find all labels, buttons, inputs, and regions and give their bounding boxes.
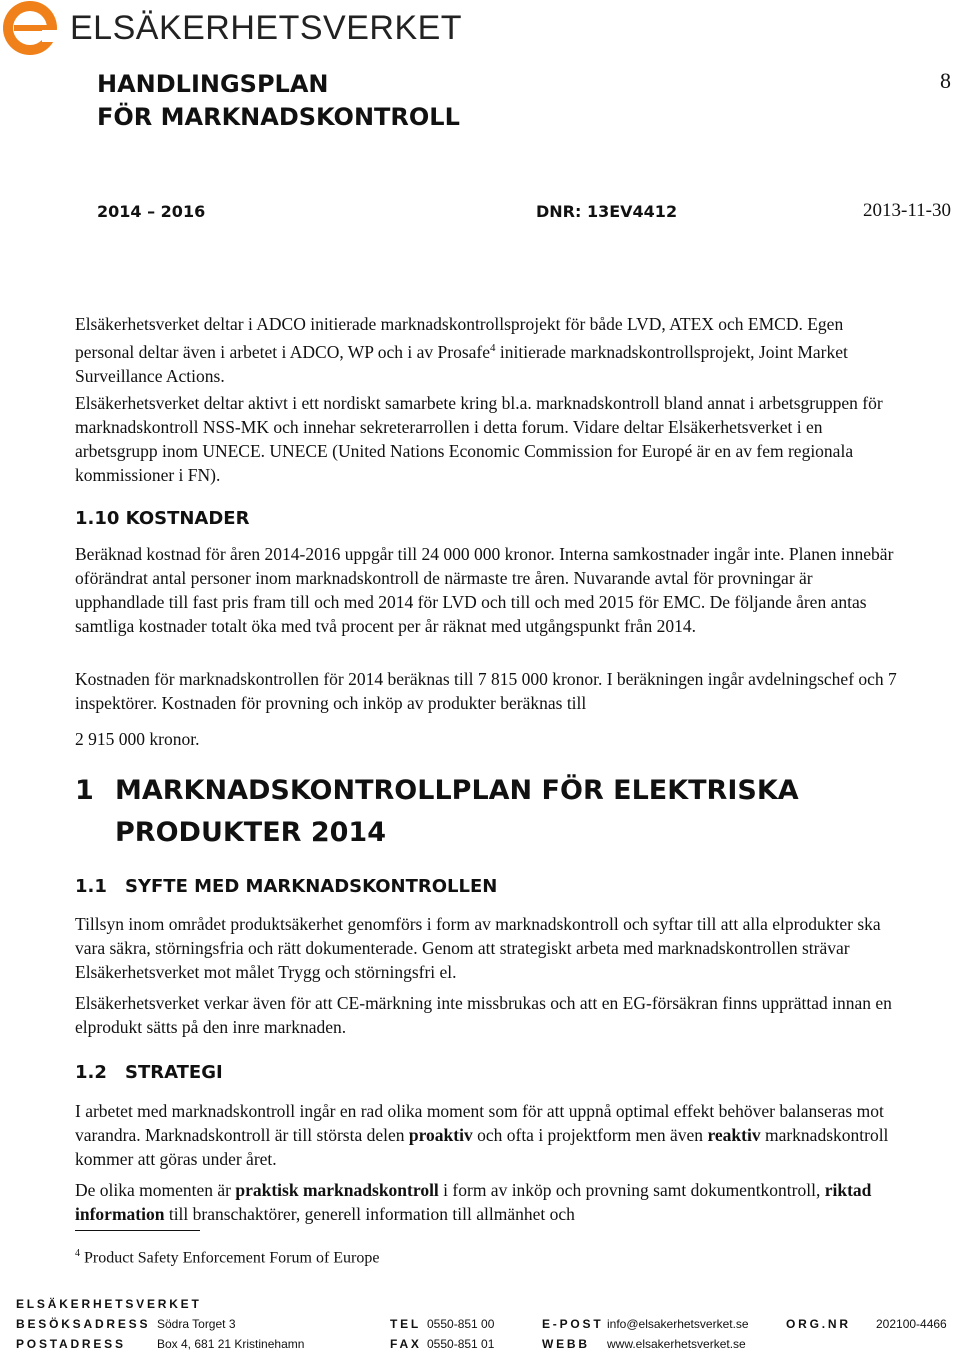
footnote-ref: 4 bbox=[490, 342, 496, 354]
footer-post-label: POSTADRESS bbox=[16, 1337, 126, 1351]
paragraph-costs: Beräknad kostnad för åren 2014-2016 uppgår till 24 000 000 kronor. Interna samkostnader ingår inte. Planen innebär oförändrat antal personer inom marknadskontroll de närmaste tre åren. Nuvarande avtal för provningar är upphandlade till fast pris fram till och med 2014 för LVD och till och med 2015 för EMC. De följande åren antas samtliga kostnader totalt öka med två procent per år räknat med utgångspunkt från 2014. bbox=[75, 544, 894, 636]
footnote-separator bbox=[75, 1230, 200, 1231]
chapter-heading bbox=[75, 770, 905, 854]
brand-name: ELSÄKERHETSVERKET bbox=[70, 8, 463, 47]
paragraph-cost-2014: Kostnaden för marknadskontrollen för 2014 beräknas till 7 815 000 kronor. I beräkningen ingår avdelningschef och 7 inspektörer. Kostnaden för provning och inköp av produkter beräknas till bbox=[75, 669, 897, 713]
footer-visit-value: Södra Torget 3 bbox=[157, 1317, 236, 1331]
heading-syfte-title: SYFTE MED MARKNADSKONTROLLEN bbox=[125, 876, 498, 897]
footer-web-value[interactable]: www.elsakerhetsverket.se bbox=[607, 1337, 746, 1351]
moments-text-c: i form av inköp och provning samt dokumentkontroll, bbox=[438, 1180, 825, 1200]
moments-text-e: till branschaktörer, generell information till allmänhet och bbox=[164, 1204, 575, 1224]
chapter-title-line2: PRODUKTER 2014 bbox=[115, 817, 386, 848]
footer-orgnr-value: 202100-4466 bbox=[876, 1317, 947, 1331]
document-dnr: DNR: 13EV4412 bbox=[536, 202, 678, 221]
strategy-text-a: I arbetet med marknadskontroll ingår en rad olika moment som för att uppnå optimal effekt behöver balanseras mot varandra. Marknadskontroll är till största delen bbox=[75, 1101, 884, 1145]
footnote-text: Product Safety Enforcement Forum of Europe bbox=[80, 1249, 380, 1267]
logo-e-icon bbox=[2, 0, 58, 56]
document-title-line1: HANDLINGSPLAN bbox=[97, 70, 329, 98]
footer-fax-label: FAX bbox=[390, 1337, 422, 1351]
footer-visit-label: BESÖKSADRESS bbox=[16, 1317, 151, 1331]
footer-tel-label: TEL bbox=[390, 1317, 422, 1331]
footer-fax-value: 0550-851 01 bbox=[427, 1337, 495, 1351]
paragraph-moments bbox=[75, 1178, 905, 1226]
footer-tel-value: 0550-851 00 bbox=[427, 1317, 495, 1331]
document-date: 2013-11-30 bbox=[863, 200, 951, 221]
footer-email-label: E-POST bbox=[542, 1317, 604, 1331]
heading-syfte bbox=[75, 876, 905, 897]
footnote bbox=[75, 1248, 379, 1267]
heading-strategi bbox=[75, 1062, 905, 1083]
heading-strategi-number: 1.2 bbox=[75, 1062, 107, 1083]
paragraph-strategy bbox=[75, 1099, 905, 1171]
paragraph-adco-tail: initierade marknadskontrollsprojekt, Joint Market Surveillance Actions. bbox=[75, 341, 848, 386]
plan-years: 2014 – 2016 bbox=[97, 202, 206, 221]
footer-email-value[interactable]: info@elsakerhetsverket.se bbox=[607, 1317, 749, 1331]
strategy-text-c: och ofta i projektform men även bbox=[472, 1125, 708, 1145]
footer-org bbox=[16, 1297, 202, 1311]
chapter-title-line1: MARKNADSKONTROLLPLAN FÖR ELEKTRISKA bbox=[115, 775, 799, 806]
document-title bbox=[97, 68, 460, 134]
footer-orgnr-label: ORG.NR bbox=[786, 1317, 851, 1331]
strategy-text-e: marknadskontroll kommer att göras under året. bbox=[75, 1125, 889, 1169]
heading-strategi-title: STRATEGI bbox=[125, 1062, 223, 1083]
page-number: 8 bbox=[940, 68, 951, 93]
heading-kostnader: 1.10 KOSTNADER bbox=[75, 508, 250, 529]
paragraph-ce-marking: Elsäkerhetsverket verkar även för att CE-märkning inte missbrukas och att en EG-försäkran finns upprättad innan en elprodukt sätts på den inre marknaden. bbox=[75, 993, 892, 1037]
footer-web-label: WEBB bbox=[542, 1337, 590, 1351]
moments-term-praktisk: praktisk marknadskontroll bbox=[235, 1180, 439, 1200]
paragraph-adco-text: Elsäkerhetsverket deltar i ADCO initierade marknadskontrollsprojekt för både LVD, ATEX och EMCD. Egen personal deltar även i arbetet i ADCO, WP och i av Prosafe bbox=[75, 314, 844, 362]
document-title-line2: FÖR MARKNADSKONTROLL bbox=[97, 103, 460, 131]
moments-term-riktad: riktad information bbox=[75, 1180, 872, 1224]
footer-post-value: Box 4, 681 21 Kristinehamn bbox=[157, 1337, 305, 1351]
heading-syfte-number: 1.1 bbox=[75, 876, 107, 897]
paragraph-cost-amount: 2 915 000 kronor. bbox=[75, 729, 200, 749]
footer-org-name: ELSÄKERHETSVERKET bbox=[16, 1297, 202, 1311]
brand-logo bbox=[2, 0, 462, 56]
paragraph-tillsyn: Tillsyn inom området produktsäkerhet genomförs i form av marknadskontroll och syftar till att alla elprodukter ska vara säkra, störningsfria och rätt dokumenterade. Genom att strategiskt arbeta med marknadskontrollen strävar Elsäkerhetsverket mot målet Trygg och störningsfri el. bbox=[75, 914, 881, 982]
strategy-term-reaktiv: reaktiv bbox=[707, 1125, 761, 1145]
paragraph-adco bbox=[75, 312, 905, 388]
strategy-term-proaktiv: proaktiv bbox=[408, 1125, 473, 1145]
footnote-number: 4 bbox=[75, 1248, 80, 1259]
moments-text-a: De olika momenten är bbox=[75, 1180, 236, 1200]
chapter-number: 1 bbox=[75, 775, 94, 806]
paragraph-nordic: Elsäkerhetsverket deltar aktivt i ett nordiskt samarbete kring bl.a. marknadskontroll bland annat i arbetsgruppen för marknadskontroll NSS-MK och innehar sekreterarrollen i detta forum. Vidare deltar Elsäkerhetsverket i en arbetsgrupp inom UNECE. UNECE (United Nations Economic Commission for Europé är en av fem regionala kommissioner i FN). bbox=[75, 393, 883, 485]
